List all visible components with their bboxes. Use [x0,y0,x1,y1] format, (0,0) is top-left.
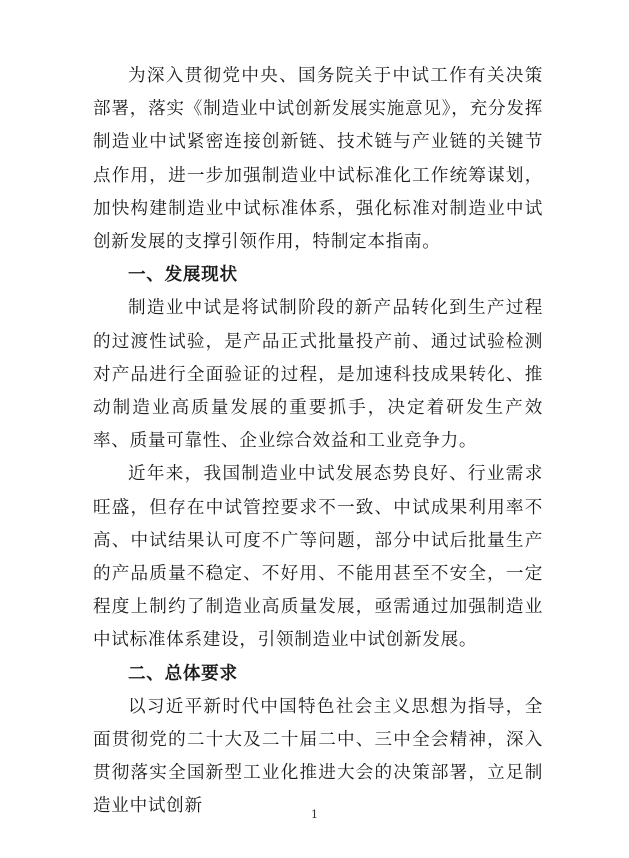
section1-paragraph-1: 制造业中试是将试制阶段的新产品转化到生产过程的过渡性试验，是产品正式批量投产前、通过试验检测对产品进行全面验证的过程，是加速科技成果转化、推动制造业高质量发展的重要抓手，决定着研发生产效率、质量可靠性、企业综合效益和工业竞争力。 [93,298,543,452]
section2-paragraph-1: 以习近平新时代中国特色社会主义思想为指导，全面贯彻党的二十大及二十届二中、三中全会精神，深入贯彻落实全国新型工业化推进大会的决策部署，立足制造业中试创新 [93,696,543,817]
intro-paragraph: 为深入贯彻党中央、国务院关于中试工作有关决策部署，落实《制造业中试创新发展实施意见》，充分发挥制造业中试紧密连接创新链、技术链与产业链的关键节点作用，进一步加强制造业中试标准化工作统筹谋划，加快构建制造业中试标准体系，强化标准对制造业中试创新发展的支撑引领作用，特制定本指南。 [93,66,543,253]
section-heading-development-status: 一、发展现状 [128,265,238,286]
section1-paragraph-2: 近年来，我国制造业中试发展态势良好、行业需求旺盛，但存在中试管控要求不一致、中试成果利用率不高、中试结果认可度不广等问题，部分中试后批量生产的产品质量不稳定、不好用、不能用甚至不安全，一定程度上制约了制造业高质量发展，亟需通过加强制造业中试标准体系建设，引领制造业中试创新发展。 [93,464,543,651]
page-number: 1 [311,808,318,821]
document-body [93,60,543,824]
section-heading-overall-requirements: 二、总体要求 [128,663,238,684]
